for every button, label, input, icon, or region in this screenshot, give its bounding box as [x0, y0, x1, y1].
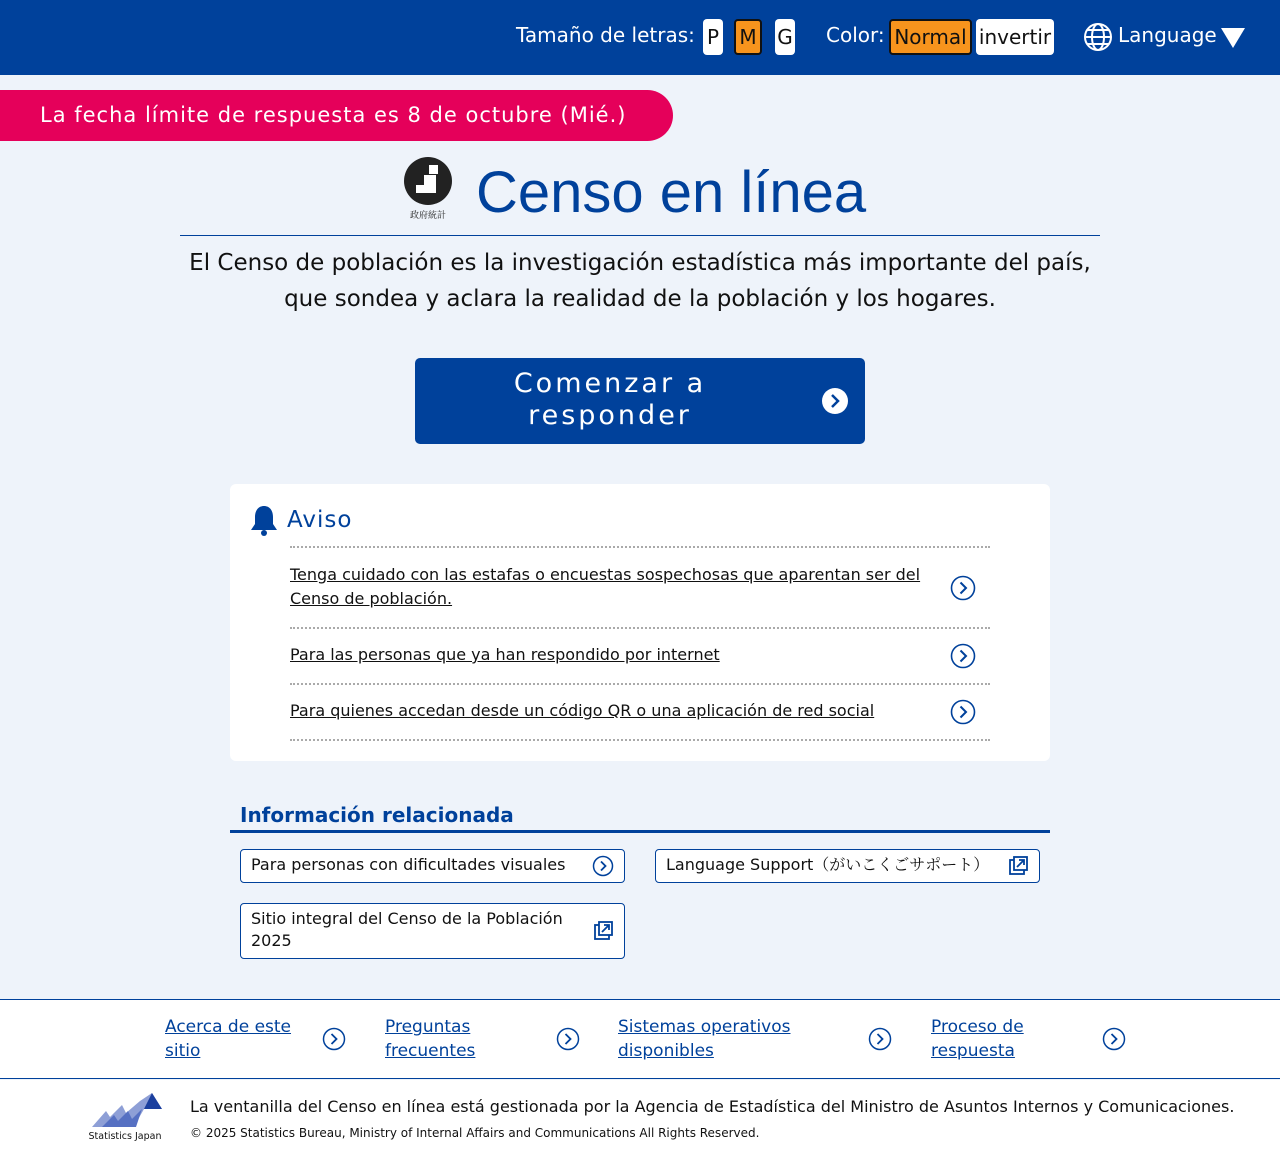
language-selector[interactable]: Language — [1118, 23, 1217, 47]
start-answering-label — [435, 368, 845, 432]
color-normal-button[interactable]: Normal — [889, 19, 972, 55]
intro-line: El Censo de población es la investigación estadística más importante del país, — [189, 250, 1091, 276]
divider — [290, 546, 990, 548]
related-info-heading: Información relacionada — [240, 803, 514, 827]
footer-link-text: sitio — [165, 1041, 201, 1061]
chevron-down-icon[interactable] — [1221, 28, 1245, 48]
government-statistics-logo — [402, 157, 454, 221]
footer-link-text: respuesta — [931, 1041, 1015, 1061]
notice-link-qr-code[interactable]: Para quienes accedan desde un código QR o una aplicación de red social — [290, 701, 875, 720]
svg-text:政府統計: 政府統計 — [409, 211, 447, 221]
footer-link-text: Preguntas — [385, 1017, 471, 1037]
chevron-circle-icon[interactable] — [950, 643, 976, 669]
footer-link-text: disponibles — [618, 1041, 714, 1061]
cta-line: responder — [528, 400, 692, 431]
chevron-circle-icon[interactable] — [556, 1027, 580, 1051]
footer-link-text: Proceso de — [931, 1017, 1024, 1037]
footer-nav — [0, 999, 1280, 1079]
title-divider — [180, 235, 1100, 236]
divider — [290, 683, 990, 685]
notice-link-already-answered[interactable]: Para las personas que ya han respondido por internet — [290, 645, 720, 664]
related-link-language-support[interactable] — [655, 849, 1040, 883]
divider — [290, 739, 990, 741]
related-link-label: Sitio integral del Censo de la Población — [251, 909, 563, 928]
start-answering-button[interactable] — [415, 358, 865, 444]
notice-title: Aviso — [287, 507, 353, 533]
footer-link-supported-os[interactable] — [618, 1015, 791, 1063]
notice-link-scam-warning[interactable] — [290, 563, 930, 611]
color-label: Color: — [826, 23, 885, 47]
bell-icon — [249, 504, 279, 536]
globe-icon[interactable] — [1083, 22, 1113, 52]
related-link-label: 2025 — [251, 931, 292, 950]
color-invert-button[interactable]: invertir — [976, 19, 1054, 55]
footer-link-faq[interactable] — [385, 1015, 475, 1063]
notice-card — [230, 484, 1050, 761]
cta-line: Comenzar a — [513, 368, 707, 399]
footer-link-response-process[interactable] — [931, 1015, 1024, 1063]
related-link-census-2025-site[interactable] — [240, 903, 625, 959]
font-size-medium-button[interactable]: M — [734, 19, 762, 55]
footer-link-about[interactable] — [165, 1015, 291, 1063]
page-title: Censo en línea — [476, 160, 867, 225]
chevron-circle-icon[interactable] — [1102, 1027, 1126, 1051]
chevron-circle-icon[interactable] — [322, 1027, 346, 1051]
footer-operator-text: La ventanilla del Censo en línea está gestionada por la Agencia de Estadística del Ministro de Asuntos Internos y Comunicaciones. — [190, 1097, 1235, 1116]
related-info-rule — [230, 830, 1050, 833]
related-link-label: Para personas con dificultades visuales — [251, 855, 566, 874]
notice-link-text: Censo de población. — [290, 589, 453, 608]
site-footer — [0, 1080, 1280, 1161]
footer-link-text: frecuentes — [385, 1041, 476, 1061]
svg-text:Statistics Japan: Statistics Japan — [88, 1131, 162, 1142]
divider — [290, 627, 990, 629]
external-link-icon — [592, 920, 614, 942]
chevron-circle-icon[interactable] — [950, 699, 976, 725]
related-link-visual-impairment[interactable] — [240, 849, 625, 883]
font-size-label: Tamaño de letras: — [516, 23, 695, 47]
deadline-banner: La fecha límite de respuesta es 8 de octubre (Mié.) — [0, 90, 673, 141]
chevron-circle-icon — [592, 855, 614, 877]
intro-text — [100, 245, 1180, 317]
copyright: © 2025 Statistics Bureau, Ministry of Internal Affairs and Communications All Rights Reserved. — [190, 1126, 760, 1140]
footer-link-text: Acerca de este — [165, 1017, 292, 1037]
chevron-circle-icon[interactable] — [950, 575, 976, 601]
top-bar — [0, 0, 1280, 75]
statistics-japan-logo — [82, 1087, 168, 1143]
intro-line: que sondea y aclara la realidad de la población y los hogares. — [284, 286, 996, 312]
chevron-circle-icon[interactable] — [868, 1027, 892, 1051]
footer-link-text: Sistemas operativos — [618, 1017, 791, 1037]
related-link-label: Language Support（がいこくごサポート） — [666, 855, 990, 874]
font-size-small-button[interactable]: P — [703, 19, 723, 55]
font-size-large-button[interactable]: G — [775, 19, 795, 55]
notice-link-text: Tenga cuidado con las estafas o encuestas sospechosas que aparentan ser del — [290, 565, 921, 584]
chevron-right-icon — [821, 387, 849, 415]
external-link-icon — [1007, 855, 1029, 877]
